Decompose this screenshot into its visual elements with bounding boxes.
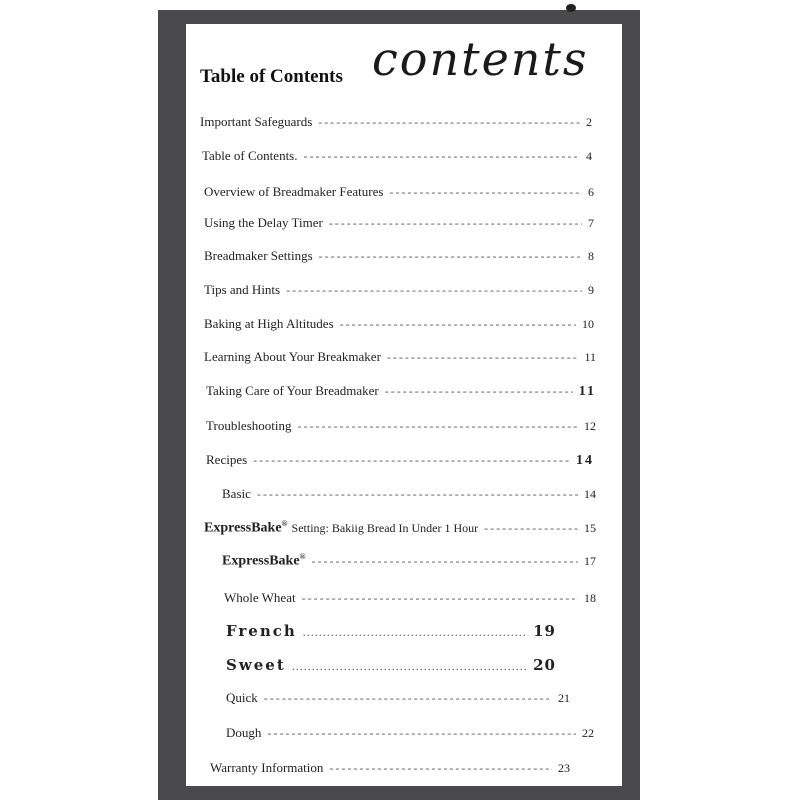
- toc-entry[interactable]: [204, 349, 596, 365]
- toc-entry-page: 23: [558, 761, 570, 775]
- toc-entry-label: Breadmaker Settings: [204, 248, 313, 263]
- leader-dots: [387, 350, 579, 365]
- toc-entry-page: 11: [584, 350, 596, 364]
- toc-entry-label: ExpressBake®: [222, 552, 306, 569]
- toc-entry[interactable]: [226, 690, 570, 706]
- toc-entry-label: Learning About Your Breakmaker: [204, 349, 381, 364]
- leader-dots: [286, 283, 582, 298]
- decorative-heading: contents: [372, 32, 589, 86]
- toc-entry[interactable]: [206, 418, 596, 434]
- toc-entry-page: 20: [533, 656, 556, 674]
- toc-entry[interactable]: [204, 519, 596, 537]
- toc-entry-label: Quick: [226, 690, 258, 705]
- leader-dots: [389, 185, 582, 200]
- toc-entry-label: Using the Delay Timer: [204, 215, 323, 230]
- toc-entry-label: Whole Wheat: [224, 590, 296, 605]
- toc-entry-page: 17: [584, 553, 596, 568]
- toc-entry-label: Tips and Hints: [204, 282, 281, 297]
- toc-entry-label: Recipes: [206, 452, 248, 467]
- toc-entry-label: Basic: [222, 486, 251, 501]
- toc-entry-label: Warranty Information: [210, 760, 324, 775]
- toc-entry[interactable]: [202, 148, 592, 164]
- leader-dots: [302, 591, 578, 606]
- toc-entry[interactable]: [204, 184, 594, 200]
- leader-dots: [297, 419, 578, 434]
- toc-entry-page: 11: [578, 384, 596, 399]
- document-page: [186, 24, 622, 786]
- leader-dots: [292, 659, 527, 674]
- leader-dots: [267, 726, 576, 741]
- toc-entry-label: Dough: [226, 725, 262, 740]
- toc-entry-page: 9: [588, 283, 594, 297]
- toc-entry[interactable]: [200, 114, 592, 130]
- toc-entry[interactable]: [204, 248, 594, 264]
- leader-dots: [318, 115, 580, 130]
- toc-entry-label: Sweet: [226, 656, 286, 674]
- toc-entry[interactable]: [206, 452, 594, 469]
- leader-dots: [329, 216, 582, 231]
- toc-entry-page: 19: [533, 622, 556, 640]
- toc-entry-page: 8: [588, 249, 594, 263]
- toc-entry-label: Table of Contents.: [202, 148, 298, 163]
- toc-entry-page: 22: [582, 726, 594, 740]
- toc-entry-label: Baking at High Altitudes: [204, 316, 334, 331]
- toc-entry-page: 2: [586, 115, 592, 129]
- toc-entry-subtitle: Setting: Bakiig Bread In Under 1 Hour: [291, 520, 479, 535]
- toc-entry[interactable]: [204, 316, 594, 332]
- toc-entry-page: 15: [584, 520, 596, 535]
- toc-entry[interactable]: [226, 725, 594, 741]
- toc-entry-page: 18: [584, 591, 596, 605]
- toc-entry[interactable]: [206, 383, 596, 400]
- toc-entry[interactable]: [204, 215, 594, 231]
- toc-entry[interactable]: [222, 552, 596, 570]
- toc-list: [186, 24, 622, 786]
- toc-entry-page: 14: [576, 453, 594, 468]
- toc-entry-page: 10: [582, 317, 594, 331]
- toc-entry-page: 14: [584, 487, 596, 501]
- toc-entry[interactable]: [226, 622, 556, 640]
- toc-entry[interactable]: [204, 282, 594, 298]
- toc-entry-page: 6: [588, 185, 594, 199]
- leader-dots: [329, 761, 552, 776]
- toc-entry[interactable]: [210, 760, 570, 776]
- toc-entry-page: 7: [588, 216, 594, 230]
- toc-entry-page: 4: [586, 149, 592, 163]
- leader-dots: [253, 453, 570, 468]
- toc-entry-label: Overview of Breadmaker Features: [204, 184, 384, 199]
- toc-entry-label: Troubleshooting: [206, 418, 292, 433]
- leader-dots: [385, 384, 573, 399]
- toc-entry[interactable]: [224, 590, 596, 606]
- leader-dots: [264, 691, 552, 706]
- leader-dots: [484, 521, 578, 536]
- corner-mark: [566, 4, 576, 12]
- leader-dots: [312, 554, 578, 569]
- toc-entry-label: French: [226, 622, 297, 640]
- toc-entry-label: Taking Care of Your Breadmaker: [206, 383, 379, 398]
- leader-dots: [340, 317, 576, 332]
- toc-entry[interactable]: [226, 656, 556, 674]
- leader-dots: [304, 149, 581, 164]
- toc-entry-label: Important Safeguards: [200, 114, 313, 129]
- toc-entry[interactable]: [222, 486, 596, 502]
- leader-dots: [303, 625, 527, 640]
- leader-dots: [319, 249, 582, 264]
- toc-entry-page: 21: [558, 691, 570, 705]
- toc-entry-label: ExpressBake® Setting: Bakiig Bread In Under 1 Hour: [204, 519, 479, 536]
- leader-dots: [257, 487, 578, 502]
- toc-entry-page: 12: [584, 419, 596, 433]
- page-title: Table of Contents: [200, 66, 343, 87]
